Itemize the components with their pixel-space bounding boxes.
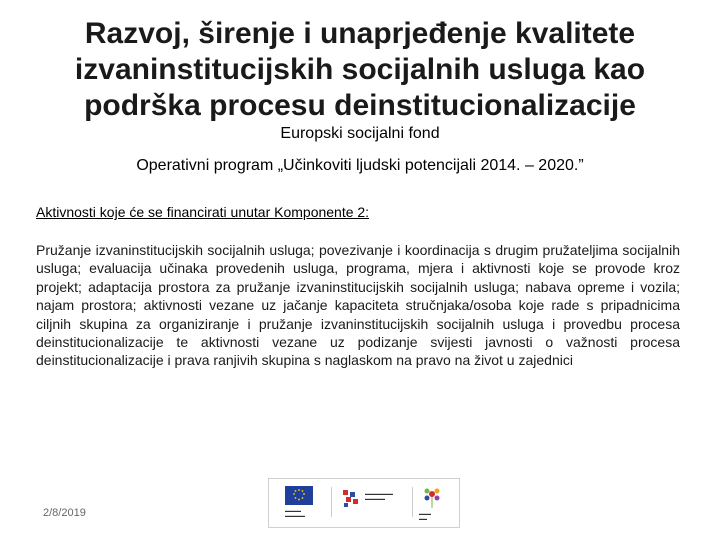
funding-logos [268,478,460,528]
program-name: Operativni program „Učinkoviti ljudski potencijali 2014. – 2020.” [136,157,584,174]
eu-flag-icon [285,486,313,505]
eu-logo-caption: ▬▬▬▬ ▬▬▬▬▬ [285,508,305,518]
title-line-2: izvaninstitucijskih socijalnih usluga kao [74,53,646,86]
flower-logo-icon [421,485,443,509]
subtitle: Europski socijalni fond [280,125,440,142]
croatia-logo-caption: ▬▬▬▬▬▬▬ ▬▬▬▬▬ [365,491,393,501]
slide-date: 2/8/2019 [43,507,86,519]
flower-logo-caption: ▬▬▬ ▬▬ [419,511,431,521]
slide-title [40,16,680,124]
croatia-checkerboard-icon [341,488,363,510]
logo-divider [331,487,332,517]
logo-divider [412,487,413,517]
section-heading: Aktivnosti koje će se financirati unutar Komponente 2: [36,204,370,220]
eu-stars-icon [285,486,313,505]
title-line-3: podrška procesu deinstitucionalizacije [84,89,636,122]
body-paragraph: Pružanje izvaninstitucijskih socijalnih usluga; povezivanje i koordinacija s drugim pružateljima socijalnih usluga; evaluacija učinaka provedenih usluga, programa, mjera i aktivnosti koje se provode kroz projekt; adaptacija prostora za pružanje izvaninstitucijskih socijalnih usluga; nabava opreme i vozila; najam prostora; aktivnosti vezane uz jačanje kapaciteta stručnjaka/osoba koje rade s pripadnicima ciljnih skupina za organiziranje i pružanje izvaninstitucijskih socijalnih usluga i provedbu procesa deinstitucionalizacije te aktivnosti vezane uz podizanje svijesti javnosti o važnosti procesa deinstitucionalizacije i prava ranjivih skupina s naglaskom na pravo na život u zajednici [36,242,680,369]
title-line-1: Razvoj, širenje i unaprjeđenje kvalitete [84,17,636,50]
